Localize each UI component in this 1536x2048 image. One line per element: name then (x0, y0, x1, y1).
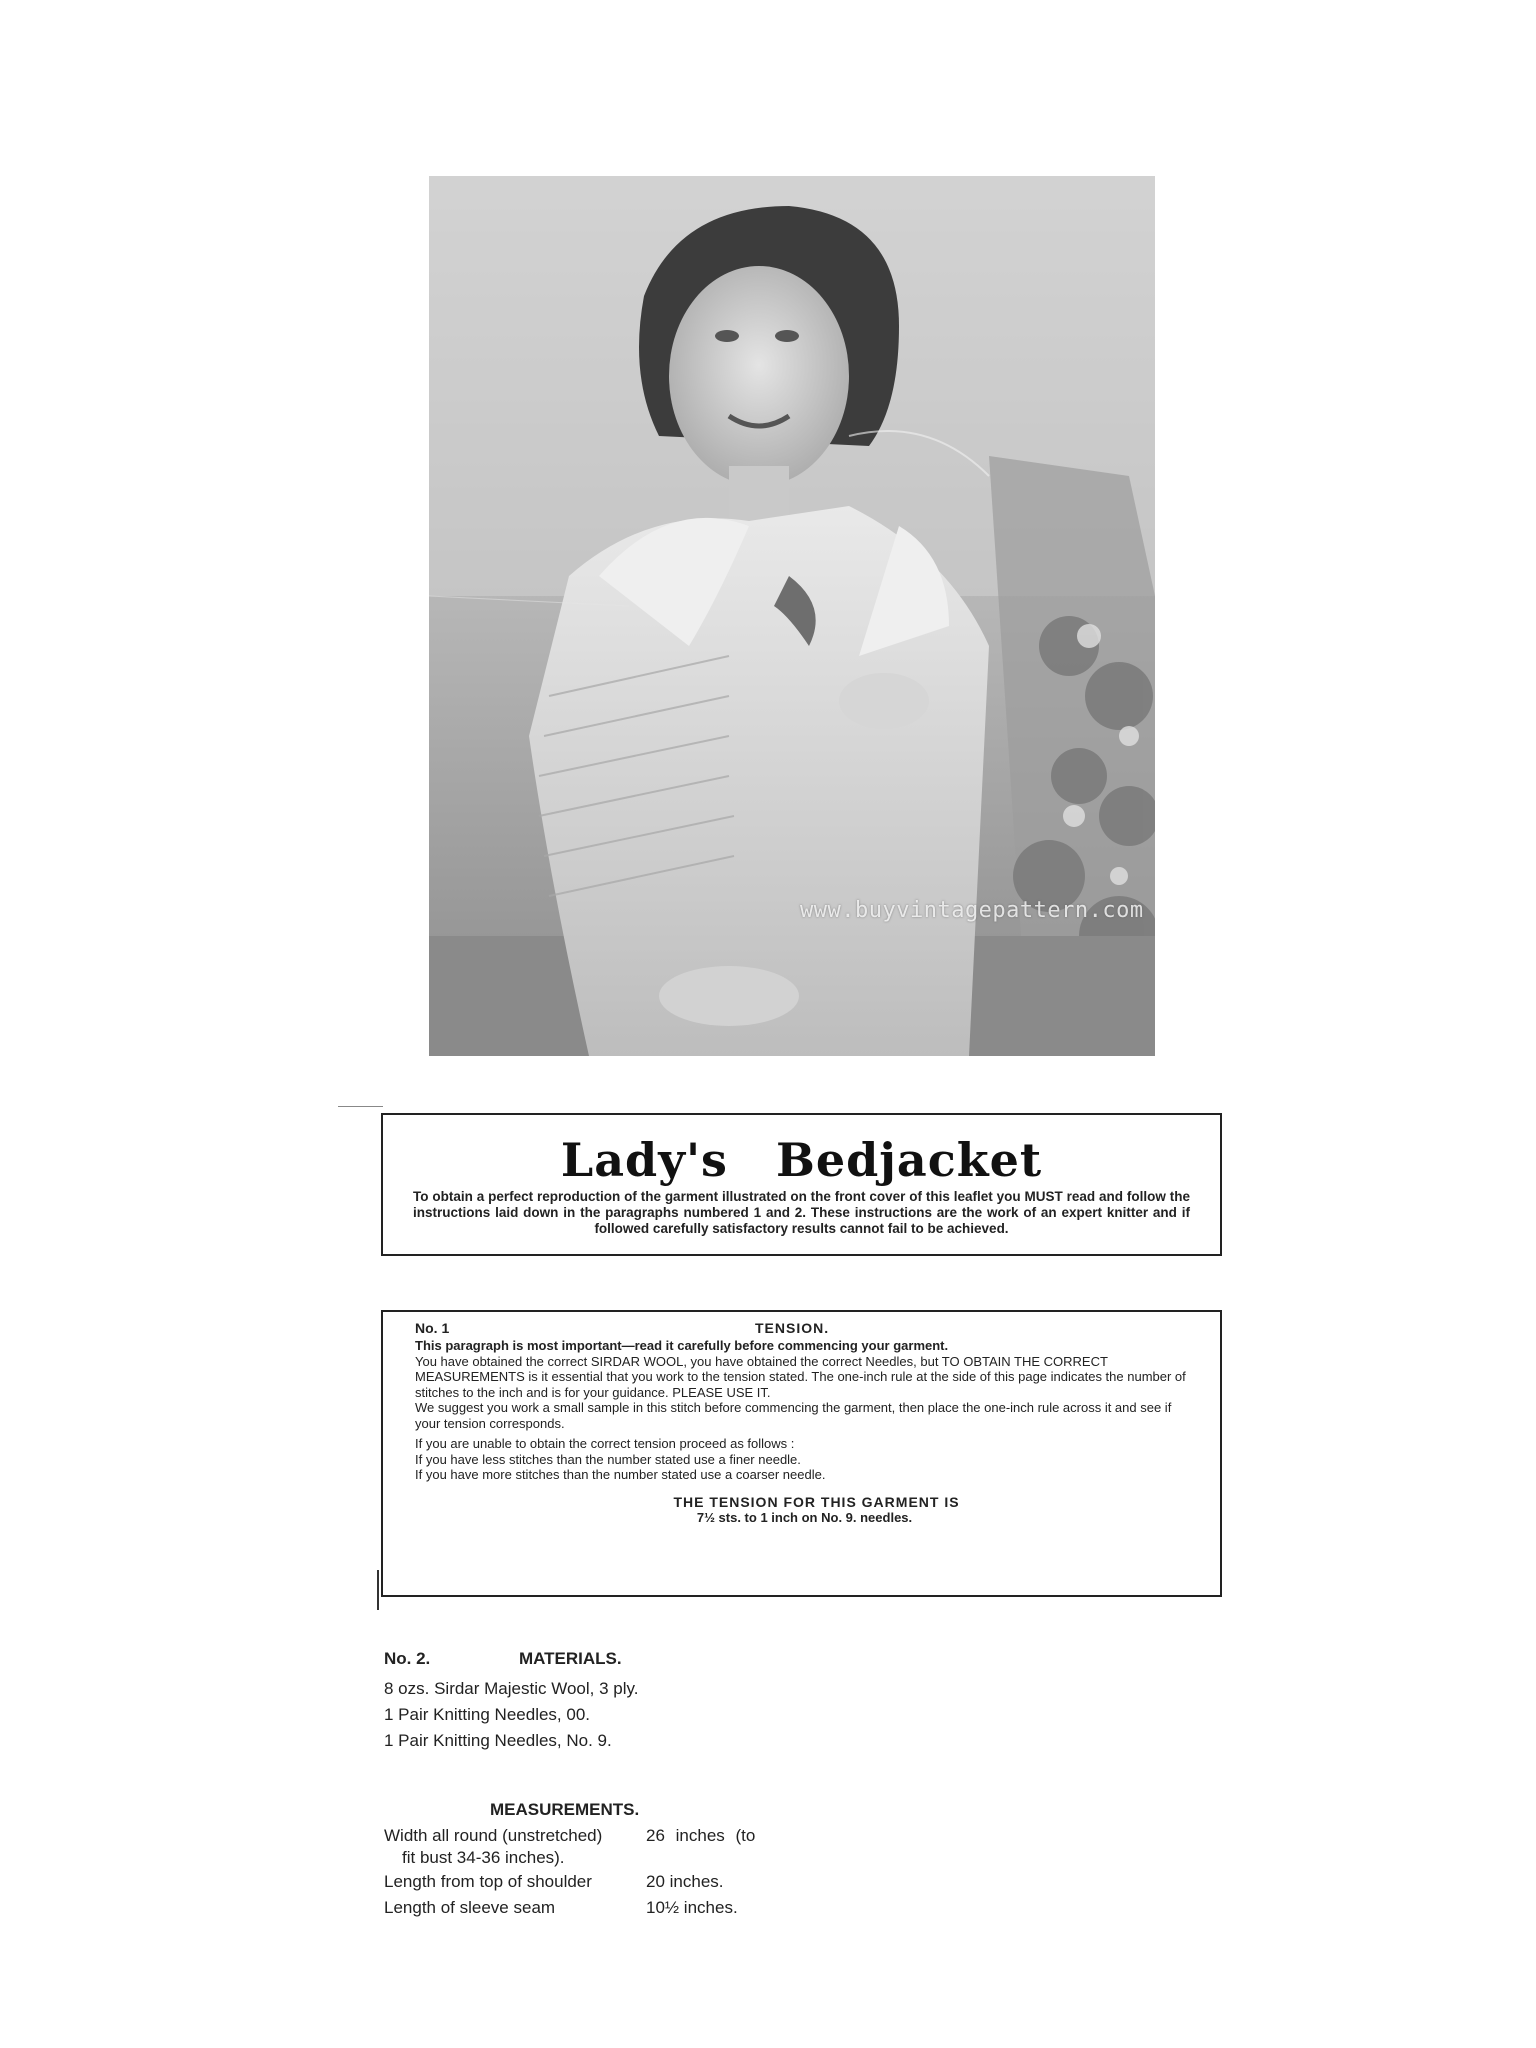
tension-box (381, 1310, 1222, 1597)
materials-label: MATERIALS. (519, 1649, 622, 1668)
tension-label: TENSION. (755, 1320, 830, 1336)
measurement-label: Width all round (unstretched) (384, 1826, 603, 1845)
tension-statement (383, 1494, 1220, 1525)
materials-section (384, 1646, 638, 1754)
title-part-1: Lady's (560, 1133, 728, 1187)
tension-number: No. 1 (415, 1320, 450, 1336)
tension-body (415, 1338, 1190, 1483)
measurements-table (384, 1825, 756, 1919)
measurements-heading: MEASUREMENTS. (490, 1800, 640, 1819)
intro-text: To obtain a perfect reproduction of the garment illustrated on the front cover of this leaflet you MUST read and follow the instructions laid down in the paragraphs numbered 1 and 2. These instructions are the work of an expert knitter and if followed carefully satisfactory results cannot fail to be achieved. (413, 1189, 1190, 1236)
tension-para-3: If you are unable to obtain the correct tension proceed as follows : (415, 1436, 795, 1451)
measurement-row (384, 1871, 724, 1893)
materials-item: 1 Pair Knitting Needles, 00. (384, 1705, 591, 1724)
measurement-row (384, 1897, 738, 1919)
tension-para-1: You have obtained the correct SIRDAR WOOL, you have obtained the correct Needles, but TO OBTAIN THE CORRECT MEASUREMENTS is it essential that you work to the tension stated. The one-inch rule at the side of this page indicates the number of stitches to the inch and is for your guidance. PLEASE USE IT. (415, 1353, 1186, 1400)
measurement-label: Length of sleeve seam (384, 1898, 556, 1917)
title-box (381, 1113, 1222, 1256)
measurement-label: Length from top of shoulder (384, 1872, 592, 1891)
tension-para-2: We suggest you work a small sample in this stitch before commencing the garment, then place the one-inch rule across it and see if your tension corresponds. (415, 1400, 1172, 1431)
photo-illustration (429, 176, 1155, 1056)
tension-statement-line: THE TENSION FOR THIS GARMENT IS (673, 1494, 960, 1510)
measurement-continuation: fit bust 34-36 inches). (402, 1848, 565, 1867)
garment-photo (429, 176, 1155, 1056)
watermark-text: www.buyvintagepattern.com (800, 898, 1144, 923)
measurement-value: 10½ inches. (646, 1898, 738, 1917)
measurement-row (384, 1825, 756, 1847)
materials-item: 1 Pair Knitting Needles, No. 9. (384, 1731, 612, 1750)
materials-number: No. 2. (384, 1649, 431, 1668)
materials-item: 8 ozs. Sirdar Majestic Wool, 3 ply. (384, 1679, 639, 1698)
tension-para-4: If you have less stitches than the number stated use a finer needle. (415, 1451, 801, 1467)
tension-para-5: If you have more stitches than the number stated use a coarser needle. (415, 1467, 826, 1482)
materials-heading (384, 1646, 638, 1672)
page-title (383, 1133, 1220, 1187)
title-part-2: Bedjacket (775, 1133, 1043, 1187)
decorative-rule (338, 1106, 383, 1107)
tension-important: This paragraph is most important—read it carefully before commencing your garment. (415, 1338, 949, 1353)
tension-value: 7½ sts. to 1 inch on No. 9. needles. (696, 1510, 913, 1525)
one-inch-rule-mark (377, 1570, 379, 1610)
measurement-value: 26 inches (to (646, 1826, 756, 1845)
measurement-value: 20 inches. (646, 1872, 724, 1891)
